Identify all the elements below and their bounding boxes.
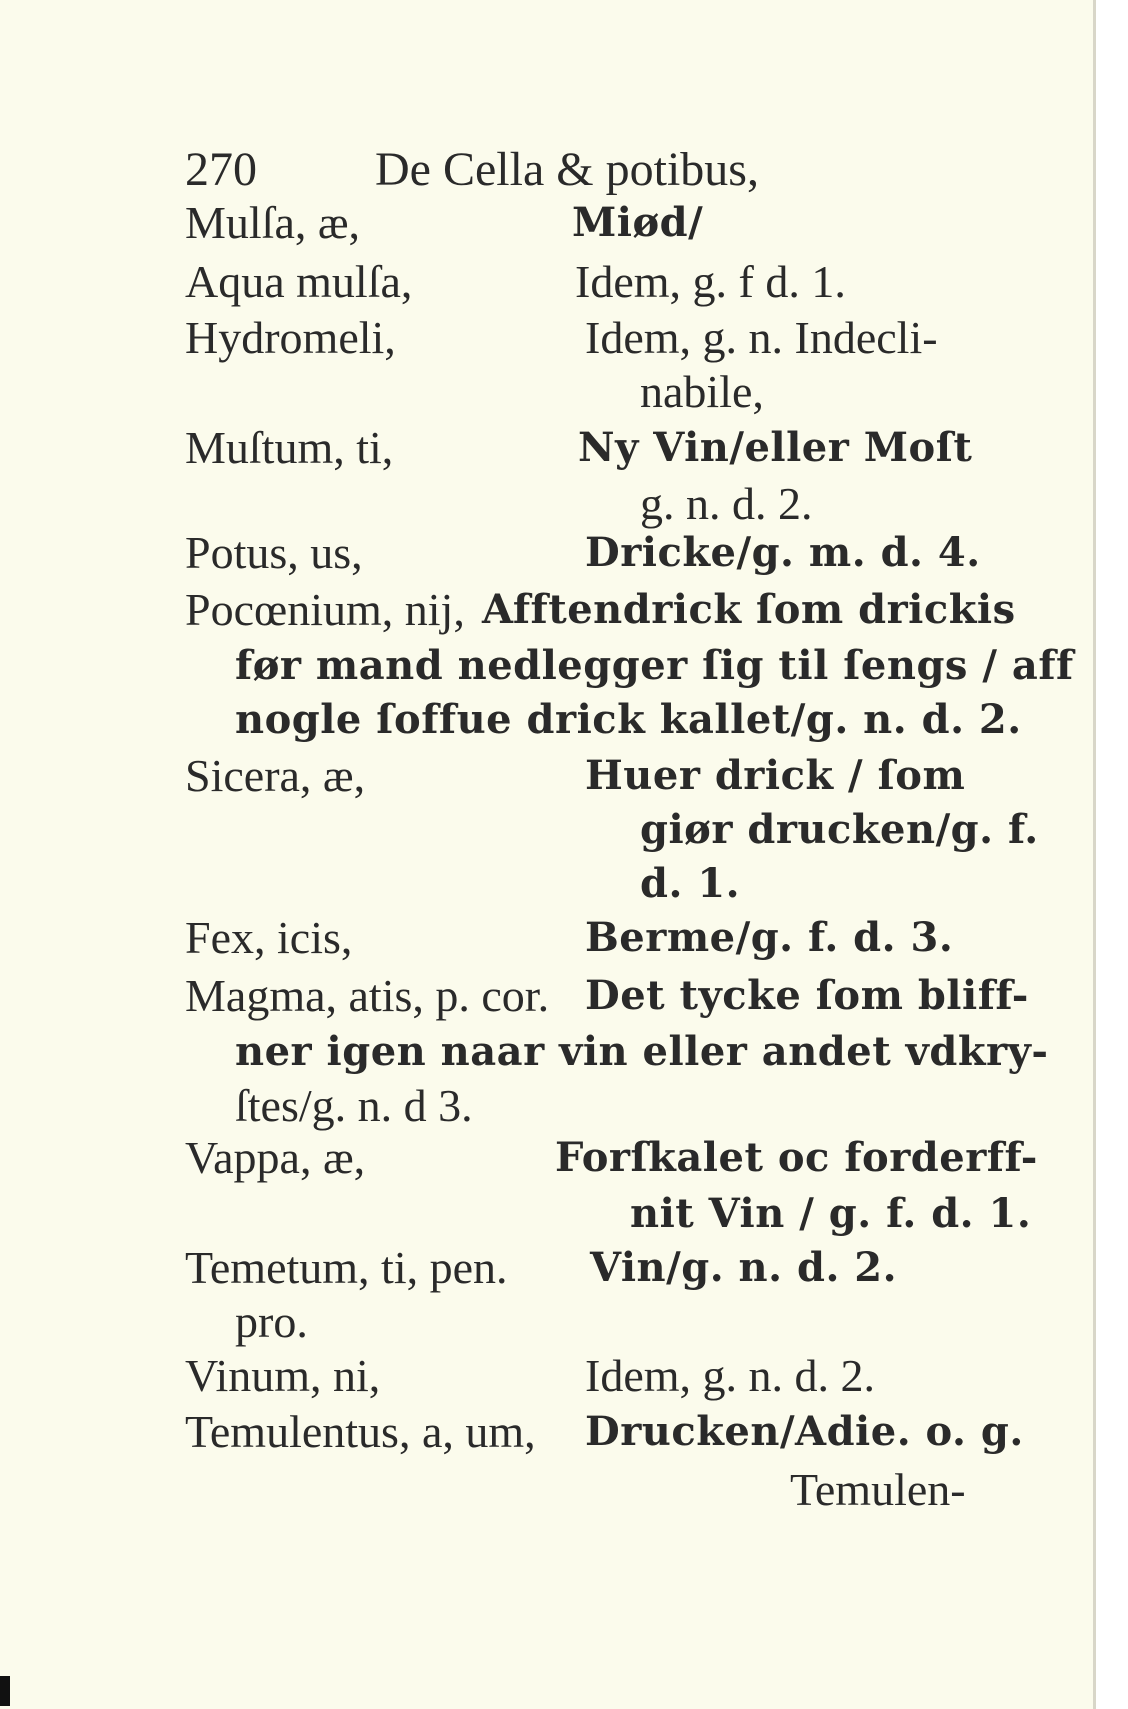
entry-gloss: Huer drick / ſom <box>585 752 966 799</box>
entry-latin: Vinum, ni, <box>185 1350 381 1401</box>
entry-latin: Sicera, æ, <box>185 750 366 801</box>
entry-latin: Potus, us, <box>185 527 363 578</box>
entry-gloss: Idem, g. n. d. 2. <box>585 1350 876 1401</box>
entry-gloss-continuation: nogle ſoffue drick kallet/g. n. d. 2. <box>235 696 1022 743</box>
entry-latin: Hydromeli, <box>185 312 396 363</box>
entry-gloss-continuation: ner igen naar vin eller andet vdkry- <box>235 1028 1049 1075</box>
entry-latin: Muſtum, ti, <box>185 422 394 473</box>
entry-gloss-continuation: g. n. d. 2. <box>640 478 813 529</box>
entry-gloss-continuation: nabile, <box>640 366 764 417</box>
entry-gloss: Miød/ <box>572 199 704 246</box>
paper-edge <box>1093 0 1096 1709</box>
running-title: De Cella & potibus, <box>375 143 759 196</box>
entry-gloss-continuation: nit Vin / g. f. d. 1. <box>630 1190 1032 1237</box>
entry-gloss: Vin/g. n. d. 2. <box>590 1244 898 1291</box>
entry-latin: Temetum, ti, pen. <box>185 1242 508 1293</box>
entry-latin: Mulſa, æ, <box>185 197 361 248</box>
entry-gloss-continuation: giør drucken/g. f. <box>640 806 1039 853</box>
page-number: 270 <box>185 143 257 196</box>
entry-gloss: Berme/g. f. d. 3. <box>585 914 954 961</box>
entry-gloss: Ny Vin/eller Moſt <box>578 424 973 471</box>
catchword: Temulen- <box>790 1464 966 1515</box>
entry-latin: Fex, icis, <box>185 912 353 963</box>
entry-latin: Temulentus, a, um, <box>185 1406 536 1457</box>
entry-latin: Magma, atis, p. cor. <box>185 970 550 1021</box>
entry-gloss: Drucken/Adie. o. g. <box>585 1408 1024 1455</box>
entry-gloss: Afftendrick ſom drickis <box>482 586 1016 633</box>
entry-gloss: Dricke/g. m. d. 4. <box>585 529 981 576</box>
entry-gloss: Forſkalet oc forderff- <box>555 1134 1038 1181</box>
entry-gloss-continuation: før mand nedlegger ſig til ſengs / aff <box>235 642 1074 689</box>
entry-latin: Pocœnium, nij, <box>185 584 465 635</box>
entry-gloss-continuation: d. 1. <box>640 860 741 907</box>
entry-gloss: Idem, g. n. Indecli- <box>585 312 938 363</box>
entry-gloss: Det tycke ſom bliff- <box>585 972 1029 1019</box>
entry-latin: Vappa, æ, <box>185 1132 366 1183</box>
entry-gloss: Idem, g. f d. 1. <box>575 256 846 307</box>
entry-gloss-continuation: ſtes/g. n. d 3. <box>235 1080 473 1131</box>
entry-latin-continuation: pro. <box>235 1296 308 1347</box>
entry-latin: Aqua mulſa, <box>185 256 413 307</box>
